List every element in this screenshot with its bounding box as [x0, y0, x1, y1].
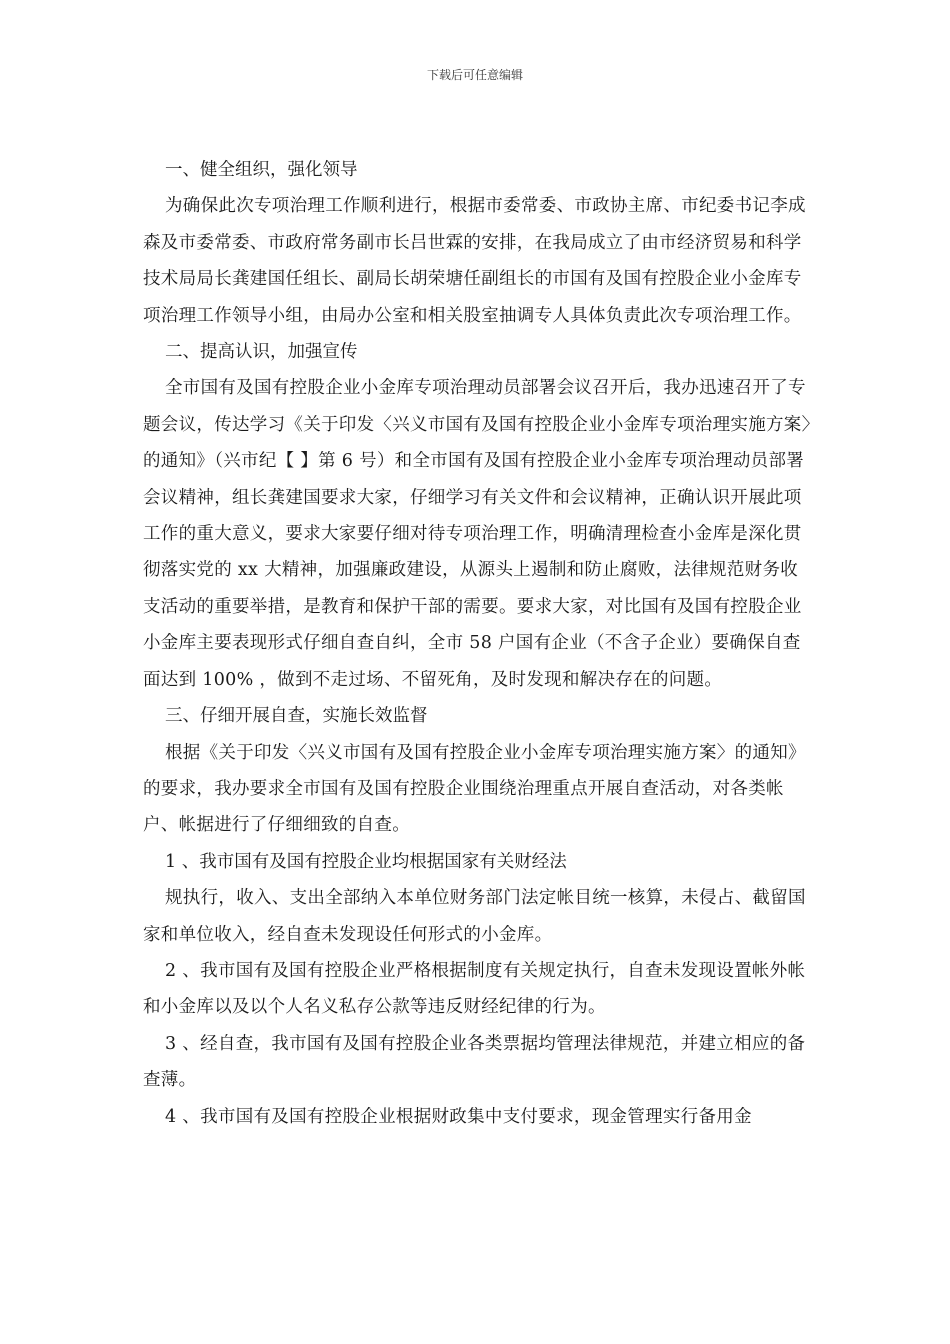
- document-body: [143, 152, 815, 1135]
- paragraph: 根据《关于印发〈兴义市国有及国有控股企业小金库专项治理实施方案〉的通知》的要求，我办要求全市国有及国有控股企业围绕治理重点开展自查活动，对各类帐户、帐据进行了仔细细致的自查。: [143, 742, 806, 836]
- paragraph: 为确保此次专项治理工作顺利进行，根据市委常委、市政协主席、市纪委书记李成森及市委常委、市政府常务副市长吕世霖的安排，在我局成立了由市经济贸易和科学技术局局长龚建国任组长、副局长胡荣塘任副组长的市国有及国有控股企业小金库专项治理工作领导小组，由局办公室和相关股室抽调专人具体负责此次专项治理工作。: [143, 196, 806, 326]
- list-item-4: 4 、我市国有及国有控股企业根据财政集中支付要求，现金管理实行备用金: [165, 1106, 752, 1127]
- list-item-3: 3 、经自查，我市国有及国有控股企业各类票据均管理法律规范，并建立相应的备查薄。: [143, 1033, 806, 1091]
- section-heading-2: 二、提高认识，加强宣传: [165, 342, 358, 363]
- list-item-2: 2 、我市国有及国有控股企业严格根据制度有关规定执行，自查未发现设置帐外帐和小金库以及以个人名义私存公款等违反财经纪律的行为。: [143, 960, 806, 1018]
- section-heading-1: 一、健全组织，强化领导: [165, 160, 358, 180]
- page-header: 下载后可任意编辑: [426, 68, 523, 82]
- list-item-heading-1: 1 、我市国有及国有控股企业均根据国家有关财经法: [165, 851, 567, 872]
- section-heading-3: 三、仔细开展自查，实施长效监督: [165, 706, 428, 727]
- paragraph: 全市国有及国有控股企业小金库专项治理动员部署会议召开后，我办迅速召开了专题会议，传达学习《关于印发〈兴义市国有及国有控股企业小金库专项治理实施方案〉的通知》（兴市纪【 】第 6 号）和全市国有及国有控股企业小金库专项治理动员部署会议精神，组长龚建国要求大家，仔细学习有关文件和会议精神，正确认识开展此项工作的重大意义，要求大家要仔细对待专项治理工作，明确清理检查小金库是深化贯彻落实党的 xx 大精神，加强廉政建设，从源头上遏制和防止腐败，法律规范财务收支活动的重要举措，是教育和保护干部的需要。要求大家，对比国有及国有控股企业小金库主要表现形式仔细自查自纠，全市 58 户国有企业（不含子企业）要确保自查面达到 100% ，做到不走过场、不留死角，及时发现和解决存在的问题。: [143, 378, 811, 690]
- paragraph: 规执行，收入、支出全部纳入本单位财务部门法定帐目统一核算，未侵占、截留国家和单位收入，经自查未发现设任何形式的小金库。: [143, 888, 806, 945]
